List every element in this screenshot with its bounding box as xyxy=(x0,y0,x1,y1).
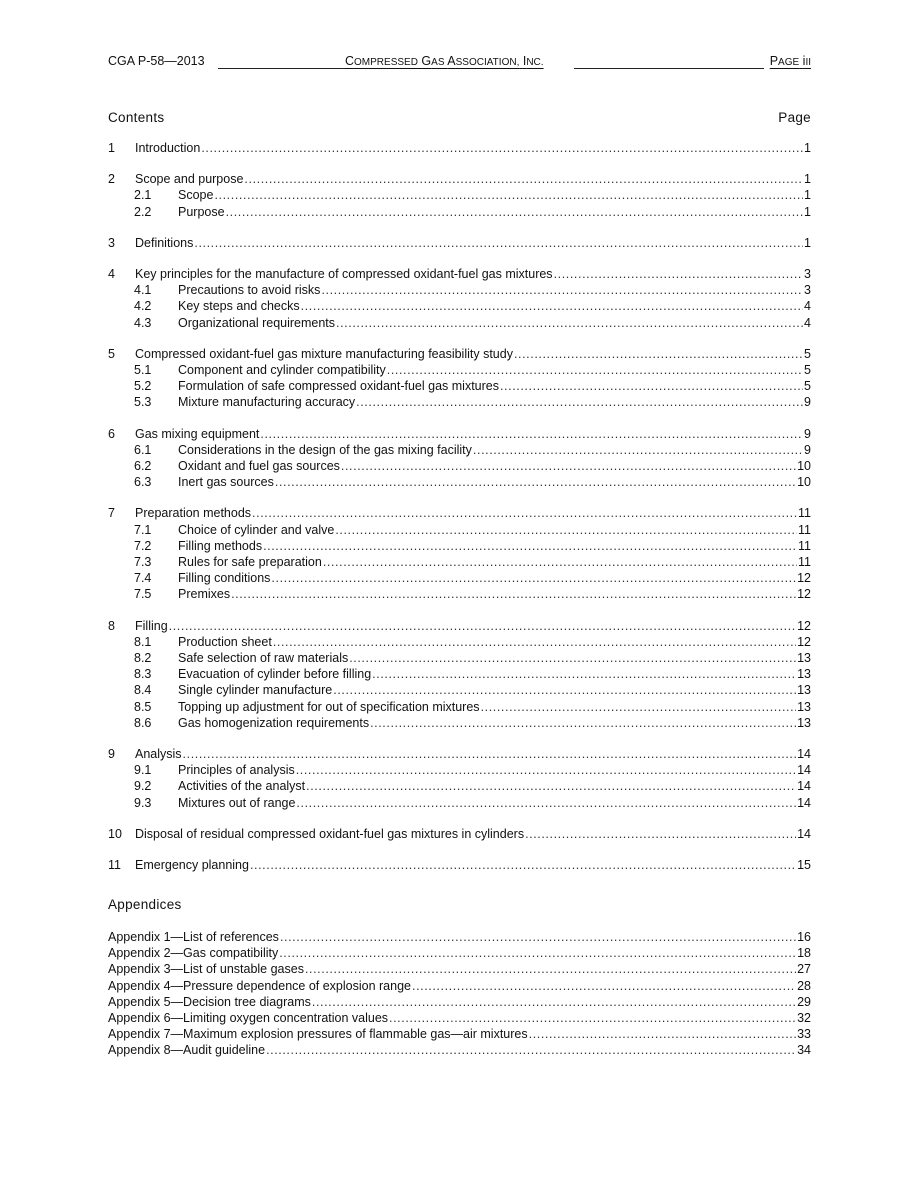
toc-entry-page-number: 18 xyxy=(797,946,811,961)
toc-appendix-entry[interactable] xyxy=(108,994,811,1010)
toc-subsection-entry[interactable] xyxy=(108,187,811,203)
toc-subsection-entry[interactable] xyxy=(108,394,811,410)
header-rule xyxy=(218,68,345,69)
toc-entry-page-number: 12 xyxy=(797,618,811,633)
toc-entry-title: Gas homogenization requirements xyxy=(178,715,370,730)
toc-appendix-entry[interactable] xyxy=(108,945,811,961)
toc-entry-title: Inert gas sources xyxy=(178,475,274,490)
appendices-heading: Appendices xyxy=(108,897,182,912)
toc-entry-page-number: 5 xyxy=(804,346,811,361)
toc-section-entry[interactable] xyxy=(108,857,811,873)
toc-entry-title: Appendix 7—Maximum explosion pressures of flammable gas—air mixtures xyxy=(108,1027,528,1042)
toc-subsection-entry[interactable] xyxy=(108,298,811,314)
toc-appendix-entry[interactable] xyxy=(108,961,811,977)
toc-entry-title: Choice of cylinder and valve xyxy=(178,522,335,537)
toc-entry-number: 5 xyxy=(108,346,115,361)
toc-subsection-entry[interactable] xyxy=(108,458,811,474)
toc-entry-page-number: 12 xyxy=(797,587,811,602)
toc-subsection-entry[interactable] xyxy=(108,315,811,331)
dot-leader xyxy=(260,426,803,442)
toc-entry-page-number: 1 xyxy=(804,204,811,219)
toc-entry-title: Appendix 3—List of unstable gases xyxy=(108,962,304,977)
toc-subsection-entry[interactable] xyxy=(108,762,811,778)
toc-section-entry[interactable] xyxy=(108,505,811,521)
toc-subsection-entry[interactable] xyxy=(108,586,811,602)
toc-entry-page-number: 12 xyxy=(797,634,811,649)
toc-entry-title: Premixes xyxy=(178,587,231,602)
toc-entry-page-number: 11 xyxy=(798,506,811,521)
dot-leader xyxy=(529,1026,796,1042)
toc-entry-page-number: 13 xyxy=(797,683,811,698)
toc-entry-page-number: 13 xyxy=(797,699,811,714)
toc-subsection-entry[interactable] xyxy=(108,204,811,220)
toc-section-entry[interactable] xyxy=(108,235,811,251)
dot-leader xyxy=(266,1042,796,1058)
contents-heading-row xyxy=(108,110,811,130)
toc-entry-title: Component and cylinder compatibility xyxy=(178,363,386,377)
toc-entry-number: 2 xyxy=(108,172,115,187)
toc-entry-title: Appendix 8—Audit guideline xyxy=(108,1043,266,1058)
dot-leader xyxy=(252,505,797,521)
dot-leader xyxy=(169,618,796,634)
toc-entry-title: Precautions to avoid risks xyxy=(178,283,321,298)
toc-appendix-entry[interactable] xyxy=(108,929,811,945)
toc-entry-number: 5.1 xyxy=(134,363,152,377)
toc-entry-number: 6.1 xyxy=(134,442,152,457)
dot-leader xyxy=(333,682,796,698)
toc-entry-page-number: 9 xyxy=(804,395,811,410)
toc-entry-number: 4.1 xyxy=(134,283,152,298)
running-header xyxy=(108,54,811,72)
toc-entry-page-number: 4 xyxy=(804,315,811,330)
header-rule xyxy=(574,68,764,69)
toc-entry-page-number: 14 xyxy=(797,826,811,841)
toc-entry-page-number: 9 xyxy=(804,426,811,441)
toc-entry-number: 7.4 xyxy=(134,571,152,586)
toc-subsection-entry[interactable] xyxy=(108,650,811,666)
toc-entry-page-number: 29 xyxy=(797,994,811,1009)
toc-entry-page-number: 11 xyxy=(798,522,811,537)
toc-entry-number: 6 xyxy=(108,426,115,441)
page-column-heading: Page xyxy=(778,110,811,125)
toc-subsection-entry[interactable] xyxy=(108,666,811,682)
dot-leader xyxy=(554,266,803,282)
toc-subsection-entry[interactable] xyxy=(108,699,811,715)
toc-subsection-entry[interactable] xyxy=(108,682,811,698)
dot-leader xyxy=(349,650,796,666)
toc-entry-number: 8 xyxy=(108,618,115,633)
toc-section-entry[interactable] xyxy=(108,266,811,282)
header-publisher: COMPRESSED GAS ASSOCIATION, INC. xyxy=(345,54,544,68)
toc-entry-page-number: 5 xyxy=(804,363,811,377)
toc-entry-page-number: 13 xyxy=(797,715,811,730)
dot-leader xyxy=(473,442,803,458)
toc-entry-title: Principles of analysis xyxy=(178,763,295,778)
toc-entry-number: 9.3 xyxy=(134,795,152,810)
dot-leader xyxy=(201,140,803,156)
toc-entry-number: 1 xyxy=(108,141,115,155)
dot-leader xyxy=(372,666,796,682)
dot-leader xyxy=(275,474,796,490)
toc-entry-number: 7 xyxy=(108,506,115,521)
toc-entry-title: Scope xyxy=(178,188,214,203)
toc-entry-page-number: 11 xyxy=(798,555,811,569)
toc-entry-page-number: 1 xyxy=(804,172,811,187)
toc-entry-number: 2.2 xyxy=(134,204,152,219)
toc-entry-number: 8.5 xyxy=(134,699,152,714)
toc-subsection-entry[interactable] xyxy=(108,715,811,731)
dot-leader xyxy=(263,538,797,554)
toc-entry-page-number: 14 xyxy=(797,763,811,778)
toc-entry-title: Rules for safe preparation xyxy=(178,555,322,569)
toc-subsection-entry[interactable] xyxy=(108,795,811,811)
toc-entry-page-number: 10 xyxy=(797,459,811,473)
dot-leader xyxy=(296,762,796,778)
toc-section-entry[interactable] xyxy=(108,426,811,442)
toc-entry-page-number: 12 xyxy=(797,571,811,586)
dot-leader xyxy=(183,746,797,762)
toc-section-entry[interactable] xyxy=(108,746,811,762)
toc-section-entry[interactable] xyxy=(108,346,811,362)
toc-appendix-entry[interactable] xyxy=(108,978,811,994)
toc-entry-title: Appendix 5—Decision tree diagrams xyxy=(108,994,311,1009)
toc-entry-number: 6.3 xyxy=(134,475,152,490)
dot-leader xyxy=(336,315,803,331)
dot-leader xyxy=(525,826,796,842)
toc-entry-title: Definitions xyxy=(135,235,194,250)
toc-entry-title: Compressed oxidant-fuel gas mixture manufacturing feasibility study xyxy=(135,346,513,361)
dot-leader xyxy=(335,522,797,538)
toc-entry-number: 4.3 xyxy=(134,315,152,330)
dot-leader xyxy=(301,298,803,314)
toc-entry-page-number: 5 xyxy=(804,379,811,394)
toc-entry-page-number: 9 xyxy=(804,442,811,457)
dot-leader xyxy=(323,554,797,570)
toc-entry-title: Filling conditions xyxy=(178,571,271,586)
dot-leader xyxy=(500,378,803,394)
toc-entry-number: 8.6 xyxy=(134,715,152,730)
dot-leader xyxy=(356,394,803,410)
dot-leader xyxy=(387,362,803,378)
dot-leader xyxy=(370,715,796,731)
toc-entry-page-number: 1 xyxy=(804,188,811,203)
toc-entry-page-number: 16 xyxy=(797,930,811,944)
toc-entry-page-number: 33 xyxy=(797,1027,811,1042)
dot-leader xyxy=(271,570,796,586)
toc-subsection-entry[interactable] xyxy=(108,442,811,458)
toc-entry-title: Appendix 6—Limiting oxygen concentration values xyxy=(108,1011,389,1025)
toc-appendix-entry[interactable] xyxy=(108,1026,811,1042)
toc-entry-title: Appendix 1—List of references xyxy=(108,930,279,944)
toc-entry-number: 7.3 xyxy=(134,555,152,569)
toc-section-entry[interactable] xyxy=(108,171,811,187)
toc-entry-title: Preparation methods xyxy=(135,506,252,521)
toc-entry-title: Purpose xyxy=(178,204,225,219)
toc-entry-number: 3 xyxy=(108,235,115,250)
toc-entry-title: Single cylinder manufacture xyxy=(178,683,333,698)
dot-leader xyxy=(194,235,803,251)
toc-entry-page-number: 15 xyxy=(797,858,811,872)
toc-entry-title: Gas mixing equipment xyxy=(135,426,260,441)
toc-section-entry[interactable] xyxy=(108,826,811,842)
dot-leader xyxy=(226,204,803,220)
toc-subsection-entry[interactable] xyxy=(108,378,811,394)
dot-leader xyxy=(389,1010,796,1026)
dot-leader xyxy=(214,187,803,203)
toc-entry-title: Topping up adjustment for out of specification mixtures xyxy=(178,699,480,714)
toc-subsection-entry[interactable] xyxy=(108,554,811,570)
toc-entry-number: 4.2 xyxy=(134,299,152,314)
toc-subsection-entry[interactable] xyxy=(108,362,811,378)
toc-entry-number: 9.2 xyxy=(134,779,152,794)
dot-leader xyxy=(321,282,803,298)
toc-entry-page-number: 11 xyxy=(798,538,811,553)
toc-entry-number: 7.5 xyxy=(134,587,152,602)
toc-entry-title: Mixtures out of range xyxy=(178,795,296,810)
toc-entry-number: 8.4 xyxy=(134,683,152,698)
toc-entry-number: 8.1 xyxy=(134,634,152,649)
toc-entry-number: 8.3 xyxy=(134,667,152,682)
toc-entry-title: Filling methods xyxy=(178,538,263,553)
toc-entry-page-number: 14 xyxy=(797,795,811,810)
toc-subsection-entry[interactable] xyxy=(108,570,811,586)
toc-entry-number: 7.1 xyxy=(134,522,152,537)
toc-entry-number: 6.2 xyxy=(134,459,152,473)
toc-entry-page-number: 13 xyxy=(797,667,811,682)
toc-entry-page-number: 4 xyxy=(804,299,811,314)
toc-entry-page-number: 10 xyxy=(797,475,811,490)
toc-entry-number: 8.2 xyxy=(134,651,152,665)
toc-entry-title: Key principles for the manufacture of compressed oxidant-fuel gas mixtures xyxy=(135,267,553,281)
toc-entry-number: 10 xyxy=(108,826,122,841)
toc-section-entry[interactable] xyxy=(108,618,811,634)
toc-entry-title: Formulation of safe compressed oxidant-fuel gas mixtures xyxy=(178,379,499,394)
toc-entry-title: Considerations in the design of the gas mixing facility xyxy=(178,442,472,457)
toc-entry-page-number: 13 xyxy=(797,651,811,665)
dot-leader xyxy=(481,699,797,715)
contents-heading: Contents xyxy=(108,110,165,125)
dot-leader xyxy=(273,634,796,650)
dot-leader xyxy=(341,458,796,474)
dot-leader xyxy=(250,857,796,873)
toc-subsection-entry[interactable] xyxy=(108,522,811,538)
toc-subsection-entry[interactable] xyxy=(108,634,811,650)
toc-entry-page-number: 27 xyxy=(797,962,811,977)
toc-entry-title: Scope and purpose xyxy=(135,172,244,187)
toc-entry-page-number: 14 xyxy=(797,747,811,761)
toc-entry-page-number: 3 xyxy=(804,283,811,298)
toc-entry-number: 9 xyxy=(108,747,115,761)
toc-appendix-entry[interactable] xyxy=(108,1042,811,1058)
toc-subsection-entry[interactable] xyxy=(108,778,811,794)
toc-entry-number: 5.2 xyxy=(134,379,152,394)
toc-section-entry[interactable] xyxy=(108,140,811,156)
toc-entry-title: Oxidant and fuel gas sources xyxy=(178,459,340,473)
toc-entry-number: 5.3 xyxy=(134,395,152,410)
dot-leader xyxy=(244,171,803,187)
toc-appendix-entry[interactable] xyxy=(108,1010,811,1026)
toc-entry-title: Mixture manufacturing accuracy xyxy=(178,395,356,410)
header-document-id: CGA P-58—2013 xyxy=(108,54,205,68)
dot-leader xyxy=(296,795,796,811)
toc-entry-title: Appendix 2—Gas compatibility xyxy=(108,946,279,961)
dot-leader xyxy=(305,961,796,977)
toc-entry-number: 11 xyxy=(108,858,121,872)
toc-entry-title: Introduction xyxy=(135,141,201,155)
toc-subsection-entry[interactable] xyxy=(108,282,811,298)
dot-leader xyxy=(231,586,796,602)
toc-entry-title: Appendix 4—Pressure dependence of explosion range xyxy=(108,978,411,993)
toc-subsection-entry[interactable] xyxy=(108,474,811,490)
toc-entry-title: Evacuation of cylinder before filling xyxy=(178,667,372,682)
toc-entry-title: Disposal of residual compressed oxidant-fuel gas mixtures in cylinders xyxy=(135,826,525,841)
toc-entry-title: Analysis xyxy=(135,747,182,761)
toc-entry-title: Key steps and checks xyxy=(178,299,300,314)
toc-entry-page-number: 1 xyxy=(804,235,811,250)
toc-entry-page-number: 34 xyxy=(797,1043,811,1058)
toc-entry-page-number: 28 xyxy=(797,978,811,993)
header-page-label: PAGE iII xyxy=(769,54,811,68)
toc-entry-title: Filling xyxy=(135,618,168,633)
toc-entry-title: Emergency planning xyxy=(135,858,249,872)
toc-entry-number: 2.1 xyxy=(134,188,152,203)
dot-leader xyxy=(279,945,796,961)
dot-leader xyxy=(412,978,796,994)
toc-entry-page-number: 1 xyxy=(804,141,811,155)
toc-entry-title: Safe selection of raw materials xyxy=(178,651,349,665)
toc-entry-page-number: 32 xyxy=(797,1011,811,1025)
dot-leader xyxy=(312,994,796,1010)
toc-entry-number: 9.1 xyxy=(134,763,152,778)
toc-entry-number: 4 xyxy=(108,267,115,281)
toc-subsection-entry[interactable] xyxy=(108,538,811,554)
dot-leader xyxy=(514,346,803,362)
toc-entry-title: Production sheet xyxy=(178,634,272,649)
toc-entry-title: Organizational requirements xyxy=(178,315,336,330)
toc-entry-page-number: 14 xyxy=(797,779,811,794)
toc-entry-page-number: 3 xyxy=(804,267,811,281)
dot-leader xyxy=(306,778,796,794)
dot-leader xyxy=(280,929,796,945)
toc-entry-number: 7.2 xyxy=(134,538,152,553)
toc-entry-title: Activities of the analyst xyxy=(178,779,306,794)
